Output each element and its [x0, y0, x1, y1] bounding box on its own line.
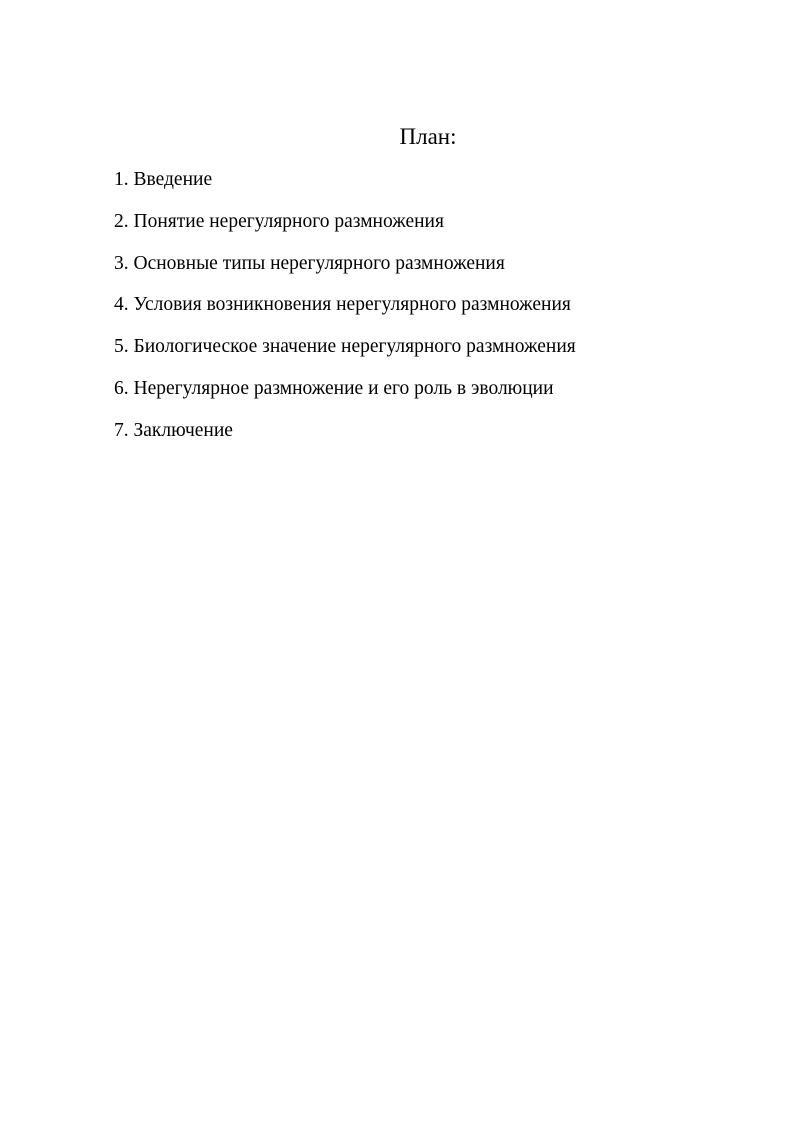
plan-list [114, 166, 576, 459]
plan-item-4: 4. Условия возникновения нерегулярного размножения [114, 294, 571, 316]
plan-item-5: 5. Биологическое значение нерегулярного размножения [114, 336, 576, 358]
plan-title: План: [399, 124, 457, 149]
plan-item-6: 6. Нерегулярное размножение и его роль в эволюции [114, 377, 554, 399]
plan-item-2: 2. Понятие нерегулярного размножения [114, 210, 444, 232]
plan-item-7: 7. Заключение [114, 419, 233, 441]
plan-item-3: 3. Основные типы нерегулярного размножения [114, 252, 505, 274]
plan-item-1: 1. Введение [114, 169, 213, 190]
